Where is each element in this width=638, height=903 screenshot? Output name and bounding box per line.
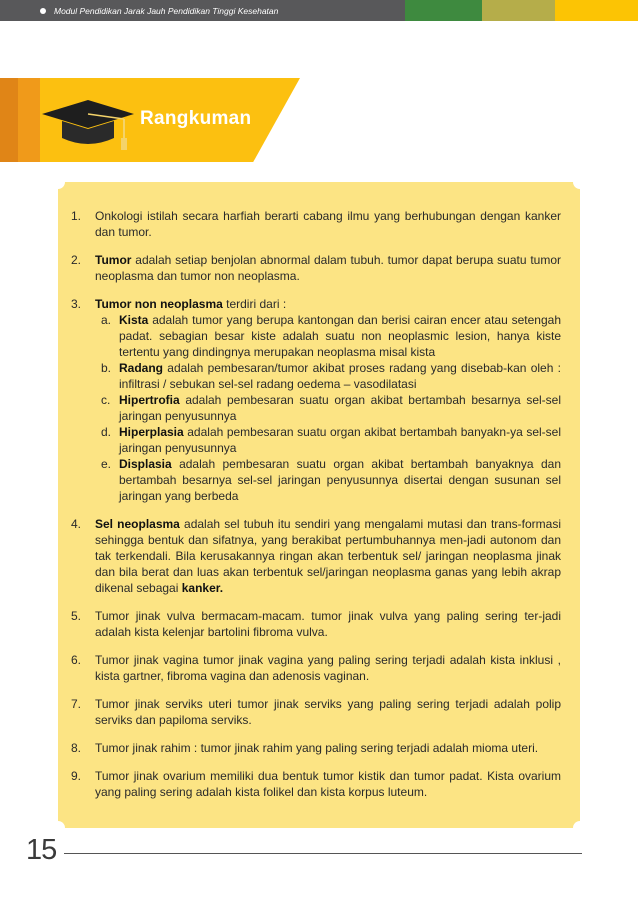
header-title-area bbox=[0, 0, 405, 21]
item-number: 4. bbox=[71, 517, 82, 531]
item-term: Tumor bbox=[95, 253, 132, 267]
sub-item-description: adalah pembesaran suatu organ akibat bertambah banyaknya dan bertambah besarnya sel-sel jaringan penyusunnya disertai dengan susunan sel jaringan yang berbeda bbox=[119, 457, 561, 503]
item-text bbox=[95, 516, 561, 596]
item-text bbox=[95, 652, 561, 684]
sub-item-term: Kista bbox=[119, 313, 149, 327]
sub-item-description: adalah pembesaran suatu organ akibat bertambah banyakn-ya sel-sel jaringan penyusunnya bbox=[119, 425, 561, 455]
section-title: Rangkuman bbox=[140, 108, 252, 129]
card-corner bbox=[573, 821, 587, 835]
item-number: 8. bbox=[71, 741, 82, 755]
item-description: adalah sel tubuh itu sendiri yang mengalami mutasi dan trans-formasi sehingga bentuk dan sifatnya, yang berakibat pertumbuhannya men-jadi autonom dan tak terkendali. Bila kerusakannya ringan akan terbentuk sel/ jaringan neoplasma jinak dan bila berat dan luas akan terbentuk sel/jaringan neoplasma ganas yang lebih akrap dikenal sebagai bbox=[95, 517, 561, 595]
footer-rule bbox=[64, 853, 582, 854]
header-bar bbox=[0, 0, 638, 21]
list-item bbox=[71, 252, 561, 284]
item-description: Tumor jinak vulva bermacam-macam. tumor jinak vulva yang paling sering ter-jadi adalah kista kelenjar bartolini fibroma vulva. bbox=[95, 609, 561, 639]
sub-item-term: Radang bbox=[119, 361, 164, 375]
banner-stripe-orange bbox=[18, 78, 40, 162]
sub-item-description: adalah tumor yang berupa kantongan dan berisi cairan encer atau setengah padat. sebagian besar kiste adalah suatu non neoplasmic lesion, hanya kiste tertentu yang dindingnya merupakan neoplasma misal kista bbox=[119, 313, 561, 359]
item-number: 7. bbox=[71, 697, 82, 711]
item-description: Tumor jinak serviks uteri tumor jinak serviks yang paling sering terjadi adalah polip serviks dan papiloma serviks. bbox=[95, 697, 561, 727]
sub-list-item bbox=[95, 456, 561, 504]
section-banner bbox=[0, 78, 300, 162]
page-number: 15 bbox=[26, 834, 57, 866]
item-number: 9. bbox=[71, 769, 82, 783]
banner-stripe-dark bbox=[0, 78, 18, 162]
header-stripe-olive bbox=[482, 0, 555, 21]
item-text bbox=[95, 252, 561, 284]
list-item bbox=[71, 208, 561, 240]
header-stripe-green bbox=[405, 0, 482, 21]
item-text bbox=[95, 768, 561, 800]
item-text bbox=[95, 696, 561, 728]
sub-item-description: adalah pembesaran/tumor akibat proses radang yang disebab-kan oleh : infiltrasi / sebukan sel-sel radang oedema – vasodilatasi bbox=[119, 361, 561, 391]
item-text bbox=[95, 296, 561, 312]
bullet-dot-icon bbox=[40, 8, 46, 14]
header-stripe-yellow bbox=[555, 0, 638, 21]
sub-item-term: Displasia bbox=[119, 457, 172, 471]
item-term: Sel neoplasma bbox=[95, 517, 180, 531]
sub-list-item bbox=[95, 312, 561, 360]
item-number: 3. bbox=[71, 297, 82, 311]
sub-item-term: Hipertrofia bbox=[119, 393, 180, 407]
item-text bbox=[95, 608, 561, 640]
item-description: Onkologi istilah secara harfiah berarti cabang ilmu yang berhubungan dengan kanker dan tumor. bbox=[95, 209, 561, 239]
item-description: terdiri dari : bbox=[222, 297, 287, 311]
item-term: Tumor non neoplasma bbox=[95, 297, 223, 311]
header-title: Modul Pendidikan Jarak Jauh Pendidikan Tinggi Kesehatan bbox=[54, 5, 279, 16]
item-description: Tumor jinak ovarium memiliki dua bentuk tumor kistik dan tumor padat. Kista ovarium yang paling sering adalah kista folikel dan kista korpus luteum. bbox=[95, 769, 561, 799]
graduation-cap-icon bbox=[40, 92, 136, 152]
list-item bbox=[71, 608, 561, 640]
sub-item-letter: a. bbox=[101, 313, 112, 327]
card-corner bbox=[51, 821, 65, 835]
summary-list bbox=[71, 208, 561, 812]
item-description: Tumor jinak rahim : tumor jinak rahim yang paling sering terjadi adalah mioma uteri. bbox=[95, 741, 539, 755]
list-item bbox=[71, 768, 561, 800]
sub-list-item bbox=[95, 424, 561, 456]
sub-item-letter: b. bbox=[101, 361, 112, 375]
sub-list-item bbox=[95, 360, 561, 392]
list-item bbox=[71, 696, 561, 728]
sub-item-letter: d. bbox=[101, 425, 112, 439]
sub-item-letter: c. bbox=[101, 393, 111, 407]
sub-item-description: adalah pembesaran suatu organ akibat bertambah besarnya sel-sel jaringan penyusunnya bbox=[119, 393, 561, 423]
list-item bbox=[71, 652, 561, 684]
sub-item-letter: e. bbox=[101, 457, 112, 471]
item-text bbox=[95, 740, 561, 756]
list-item bbox=[71, 740, 561, 756]
list-item bbox=[71, 516, 561, 596]
sub-item-term: Hiperplasia bbox=[119, 425, 184, 439]
item-number: 1. bbox=[71, 209, 82, 223]
item-text bbox=[95, 208, 561, 240]
item-description: Tumor jinak vagina tumor jinak vagina yang paling sering terjadi adalah kista inklusi , kista gartner, fibroma vagina dan adenosis vaginan. bbox=[95, 653, 561, 683]
item-number: 2. bbox=[71, 253, 82, 267]
item-emphasis: kanker. bbox=[181, 581, 224, 595]
list-item bbox=[71, 296, 561, 504]
item-number: 6. bbox=[71, 653, 82, 667]
item-number: 5. bbox=[71, 609, 82, 623]
sub-list-item bbox=[95, 392, 561, 424]
item-description: adalah setiap benjolan abnormal dalam tubuh. tumor dapat berupa suatu tumor neoplasma dan tumor non neoplasma. bbox=[95, 253, 561, 283]
